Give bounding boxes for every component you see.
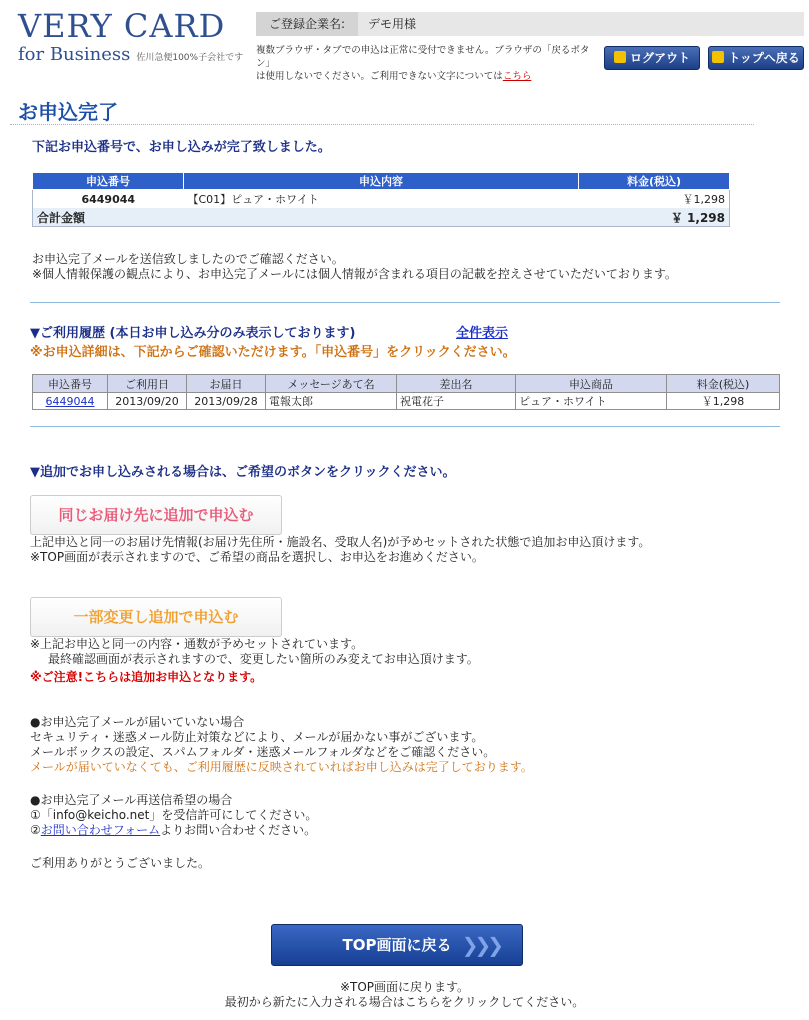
order-price: ￥1,298 bbox=[682, 193, 725, 206]
info-line: よりお問い合わせください。 bbox=[160, 823, 317, 837]
company-value: デモ用様 bbox=[368, 17, 417, 31]
order-content: 【C01】ピュア・ホワイト bbox=[187, 193, 319, 206]
recipient-name: 電報太郎 bbox=[266, 393, 397, 410]
total-label: 合計金額 bbox=[33, 208, 579, 227]
info-line: ② bbox=[30, 823, 41, 837]
contact-form-link[interactable]: お問い合わせフォーム bbox=[40, 823, 161, 837]
company-bar bbox=[256, 12, 804, 36]
add-order-title: ▼追加でお申し込みされる場合は、ご希望のボタンをクリックください。 bbox=[30, 465, 456, 480]
browser-notice bbox=[256, 44, 596, 83]
order-number-link[interactable]: 6449044 bbox=[45, 394, 95, 408]
desc-line: 最終確認画面が表示されますので、変更したい箇所のみ変えてお申込頂けます。 bbox=[48, 652, 479, 666]
add-partial-change-button[interactable]: 一部変更し追加で申込む bbox=[30, 597, 282, 637]
usage-date: 2013/09/20 bbox=[108, 393, 187, 410]
delivery-date: 2013/09/28 bbox=[187, 393, 266, 410]
back-to-top-label: トップへ戻る bbox=[728, 51, 800, 65]
order-table bbox=[32, 172, 730, 227]
partial-change-desc bbox=[30, 637, 479, 667]
same-address-desc bbox=[30, 535, 650, 565]
info-line: セキュリティ・迷惑メール防止対策などにより、メールが届かない事がございます。 bbox=[30, 730, 484, 744]
top-page-button[interactable] bbox=[271, 924, 523, 966]
section-heading: ●お申込完了メール再送信希望の場合 bbox=[30, 793, 233, 807]
column-header: 差出名 bbox=[397, 375, 516, 393]
resend-section bbox=[30, 793, 317, 838]
add-same-address-button[interactable]: 同じお届け先に追加で申込む bbox=[30, 495, 282, 535]
section-divider bbox=[30, 302, 780, 303]
column-header: 申込商品 bbox=[516, 375, 667, 393]
product-name: ピュア・ホワイト bbox=[516, 393, 667, 410]
history-title: ▼ご利用履歴 (本日お申し込み分のみ表示しております) bbox=[30, 326, 356, 341]
section-divider bbox=[30, 426, 780, 427]
history-table bbox=[32, 374, 780, 410]
logo-tagline: 佐川急便100%子会社です bbox=[136, 53, 244, 63]
info-line: メールが届いていなくても、ご利用履歴に反映されていればお申し込みは完了しております。 bbox=[30, 760, 533, 774]
desc-line: 上記申込と同一のお届け先情報(お届け先住所・施設名、受取人名)が予めセットされた状態で追加お申込頂けます。 bbox=[30, 535, 651, 549]
page-title: お申込完了 bbox=[18, 100, 118, 124]
column-header: 料金(税込) bbox=[667, 375, 780, 393]
column-header: 料金(税込) bbox=[579, 173, 730, 190]
logout-label: ログアウト bbox=[629, 51, 690, 65]
desc-line: ※上記お申込と同一の内容・通数が予めセットされています。 bbox=[30, 637, 364, 651]
very-card-logo bbox=[18, 7, 244, 69]
column-header: お届日 bbox=[187, 375, 266, 393]
notice-line: 複数ブラウザ・タブでの申込は正常に受付できません。ブラウザの「戻るボタン」 bbox=[256, 45, 590, 69]
company-label: ご登録企業名: bbox=[256, 12, 358, 36]
note-line: ※TOP画面に戻ります。 bbox=[339, 980, 470, 994]
desc-line: ※TOP画面が表示されますので、ご希望の商品を選択し、お申込をお進めください。 bbox=[30, 550, 484, 564]
back-to-top-button[interactable] bbox=[708, 46, 804, 70]
chevron-right-icon: ❯❯❯ bbox=[461, 933, 500, 957]
sender-name: 祝電花子 bbox=[397, 393, 516, 410]
column-header: メッセージあて名 bbox=[266, 375, 397, 393]
column-header: 申込番号 bbox=[33, 173, 184, 190]
info-line: ①「info@keicho.net」を受信許可にしてください。 bbox=[30, 808, 318, 822]
logout-button[interactable] bbox=[604, 46, 700, 70]
column-header: ご利用日 bbox=[108, 375, 187, 393]
note-line: 最初から新たに入力される場合はこちらをクリックしてください。 bbox=[224, 995, 585, 1009]
caution-note: ※ご注意!こちらは追加お申込となります。 bbox=[30, 670, 263, 684]
completion-message: 下記お申込番号で、お申し込みが完了致しました。 bbox=[32, 140, 331, 155]
history-note: ※お申込詳細は、下記からご確認いただけます。「申込番号」をクリックください。 bbox=[30, 345, 516, 360]
unsupported-chars-link[interactable]: こちら bbox=[502, 71, 532, 82]
home-icon bbox=[712, 51, 724, 63]
lock-icon bbox=[614, 51, 626, 63]
logo-text: VERY CARD bbox=[18, 7, 226, 45]
mail-info bbox=[32, 252, 677, 282]
price: ￥1,298 bbox=[667, 393, 780, 410]
info-line: メールボックスの設定、スパムフォルダ・迷惑メールフォルダなどをご確認ください。 bbox=[30, 745, 496, 759]
notice-line: は使用しないでください。ご利用できない文字については bbox=[256, 71, 503, 82]
info-line: ※個人情報保護の観点により、お申込完了メールには個人情報が含まれる項目の記載を控えさせていただいております。 bbox=[32, 267, 677, 281]
info-line: お申込完了メールを送信致しましたのでご確認ください。 bbox=[32, 252, 344, 266]
column-header: 申込内容 bbox=[184, 173, 579, 190]
thanks-message: ご利用ありがとうございました。 bbox=[30, 856, 211, 870]
show-all-link[interactable]: 全件表示 bbox=[456, 326, 509, 341]
top-note bbox=[0, 980, 809, 1010]
no-mail-section bbox=[30, 715, 533, 775]
top-page-label: TOP画面に戻る bbox=[342, 936, 452, 954]
section-heading: ●お申込完了メールが届いていない場合 bbox=[30, 715, 245, 729]
table-row bbox=[33, 393, 780, 410]
column-header: 申込番号 bbox=[33, 375, 108, 393]
order-number: 6449044 bbox=[81, 192, 136, 206]
logo-subtext: for Business bbox=[18, 44, 131, 65]
title-divider bbox=[10, 124, 754, 125]
total-value: ￥ 1,298 bbox=[579, 208, 730, 227]
